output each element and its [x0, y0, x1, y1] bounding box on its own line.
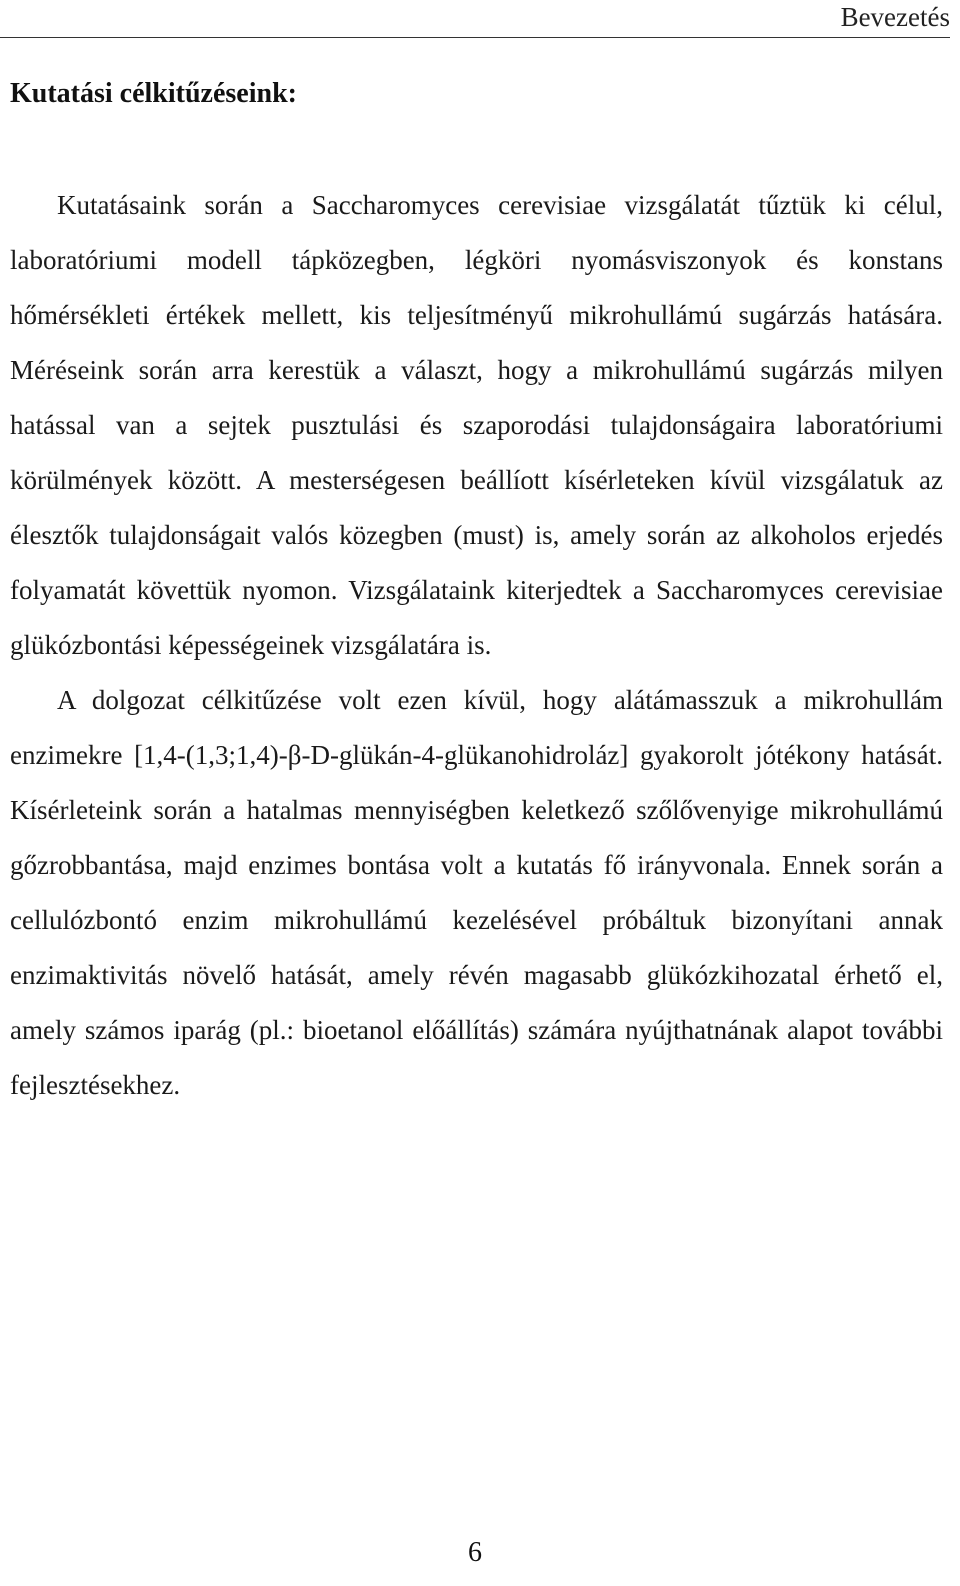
running-header: Bevezetés	[840, 2, 950, 32]
paragraph: A dolgozat célkitűzése volt ezen kívül, hogy alátámasszuk a mikrohullám enzimekre [1,4-(1,3;1,4)-β-D-glükán-4-glükanohidroláz] gyakorolt jótékony hatását. Kísérleteink során a hatalmas mennyiségben keletkező szőlővenyige mikrohullámú gőzrobbantása, majd enzimes bontása volt a kutatás fő irányvonala. Ennek során a cellulózbontó enzim mikrohullámú kezelésével próbáltuk bizonyítani annak enzimaktivitás növelő hatását, amely révén magasabb glükózkihozatal érhető el, amely számos iparág (pl.: bioetanol előállítás) számára nyújthatnának alapot további fejlesztésekhez.	[10, 685, 943, 1100]
header-divider	[0, 37, 950, 38]
paragraph: Kutatásaink során a Saccharomyces cerevisiae vizsgálatát tűztük ki célul, laboratóriumi modell tápközegben, légköri nyomásviszonyok és konstans hőmérsékleti értékek mellett, kis teljesítményű mikrohullámú sugárzás hatására. Méréseink során arra kerestük a választ, hogy a mikrohullámú sugárzás milyen hatással van a sejtek pusztulási és szaporodási tulajdonságaira laboratóriumi körülmények között. A mesterségesen beállíott kísérleteken kívül vizsgálatuk az élesztők tulajdonságait valós közegben (must) is, amely során az alkoholos erjedés folyamatát követtük nyomon. Vizsgálataink kiterjedtek a Saccharomyces cerevisiae glükózbontási képességeinek vizsgálatára is.	[10, 190, 943, 660]
page-number: 6	[468, 1537, 482, 1568]
body-text	[10, 178, 943, 1113]
section-title: Kutatási célkitűzéseink:	[10, 78, 297, 109]
